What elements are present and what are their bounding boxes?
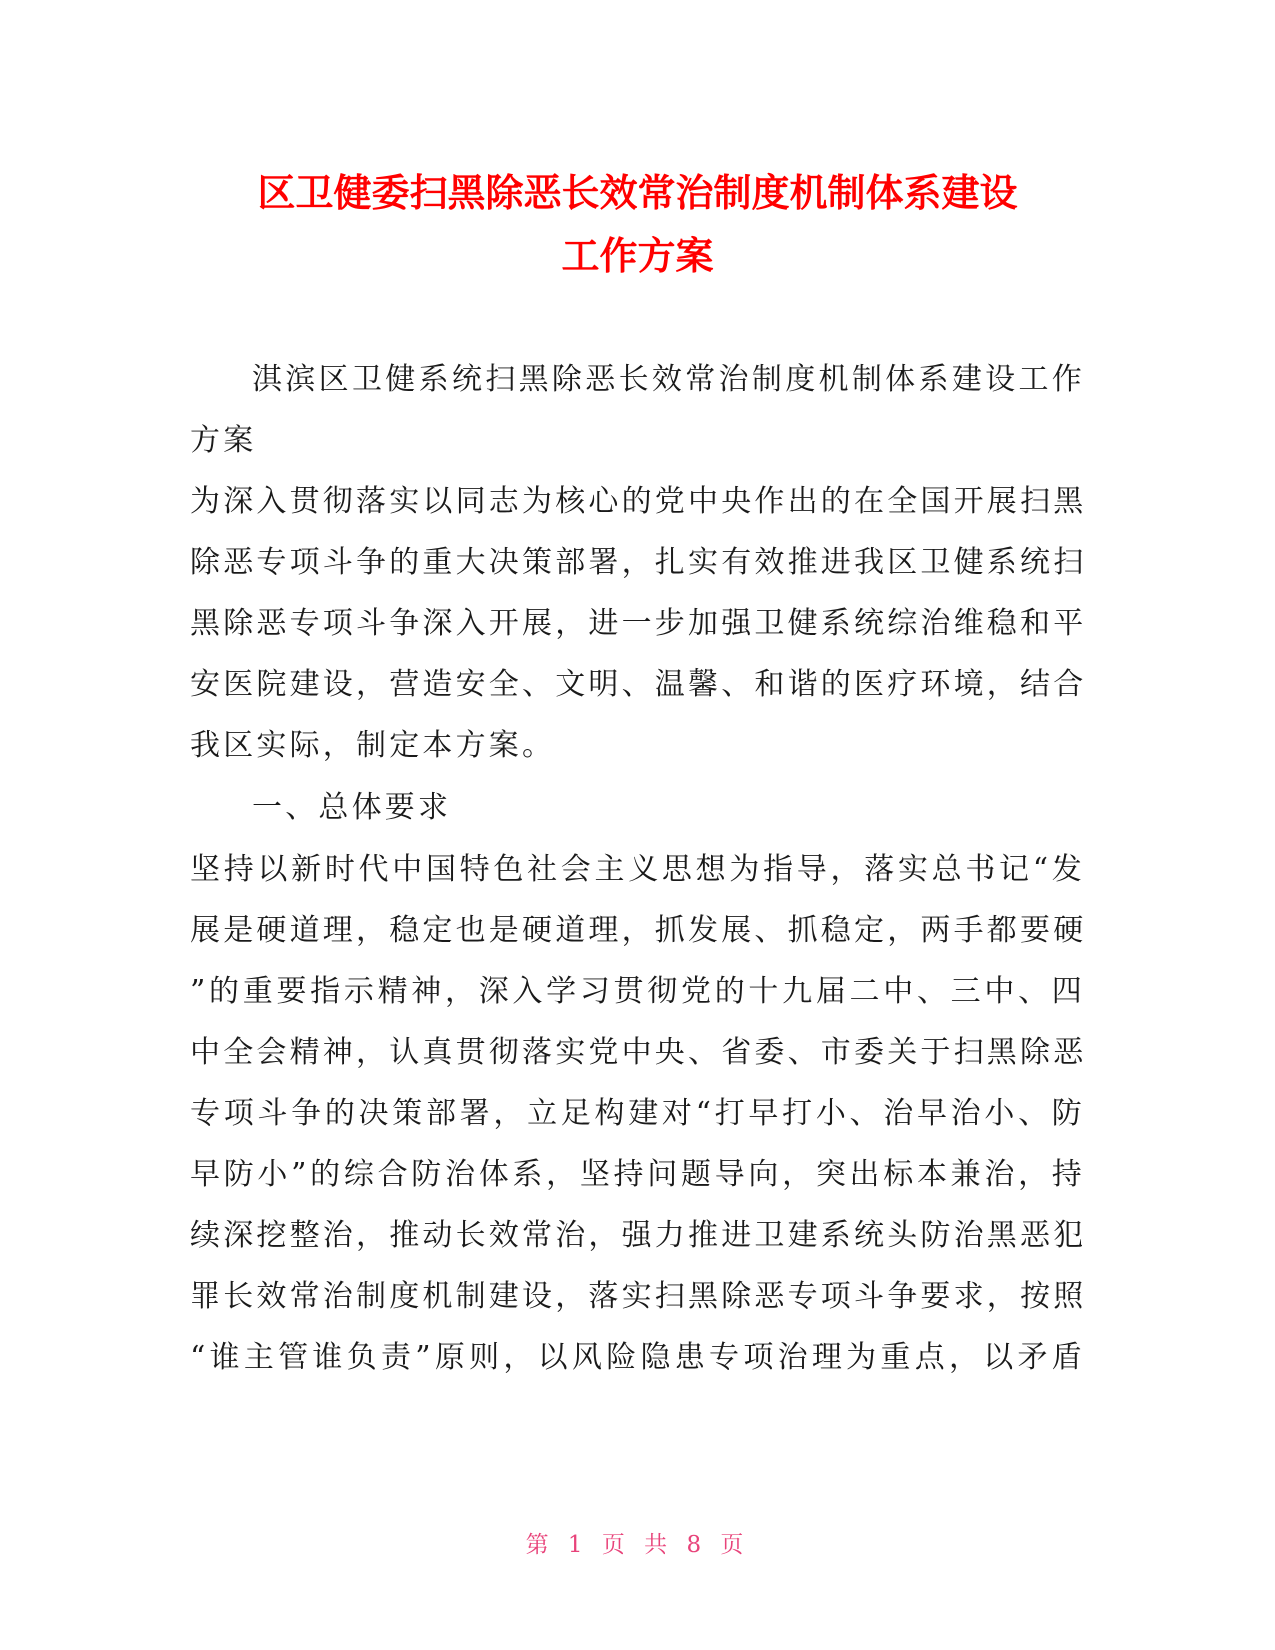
body-line: 方案 bbox=[190, 423, 257, 458]
body-line: 除恶专项斗争的重大决策部署，扎实有效推进我区卫健系统扫 bbox=[190, 545, 1087, 580]
document-title-line-1: 区卫健委扫黑除恶长效常治制度机制体系建设 bbox=[257, 171, 1018, 215]
body-line: 黑除恶专项斗争深入开展，进一步加强卫健系统综治维稳和平 bbox=[190, 606, 1087, 641]
body-line: 坚持以新时代中国特色社会主义思想为指导，落实总书记“发 bbox=[190, 852, 1085, 887]
body-line: 早防小”的综合防治体系，坚持问题导向，突出标本兼治，持 bbox=[190, 1157, 1085, 1192]
body-line: 罪长效常治制度机制建设，落实扫黑除恶专项斗争要求，按照 bbox=[190, 1279, 1087, 1314]
document-title-line-2: 工作方案 bbox=[561, 234, 714, 278]
body-line: 我区实际，制定本方案。 bbox=[190, 728, 556, 763]
body-line: 展是硬道理，稳定也是硬道理，抓发展、抓稳定，两手都要硬 bbox=[190, 913, 1087, 948]
body-line: 淇滨区卫健系统扫黑除恶长效常治制度机制体系建设工作 bbox=[252, 362, 1085, 397]
body-line: 安医院建设，营造安全、文明、温馨、和谐的医疗环境，结合 bbox=[190, 667, 1087, 702]
body-line: 续深挖整治，推动长效常治，强力推进卫建系统头防治黑恶犯 bbox=[190, 1218, 1087, 1253]
section-heading: 一、总体要求 bbox=[252, 790, 452, 825]
body-line: ”的重要指示精神，深入学习贯彻党的十九届二中、三中、四 bbox=[190, 974, 1085, 1009]
body-line: 为深入贯彻落实以同志为核心的党中央作出的在全国开展扫黑 bbox=[190, 484, 1087, 519]
body-line: 中全会精神，认真贯彻落实党中央、省委、市委关于扫黑除恶 bbox=[190, 1035, 1087, 1070]
body-line: “谁主管谁负责”原则，以风险隐患专项治理为重点，以矛盾 bbox=[190, 1340, 1085, 1375]
body-line: 专项斗争的决策部署，立足构建对“打早打小、治早治小、防 bbox=[190, 1096, 1085, 1131]
page-number-footer: 第 1 页 共 8 页 bbox=[525, 1532, 750, 1558]
